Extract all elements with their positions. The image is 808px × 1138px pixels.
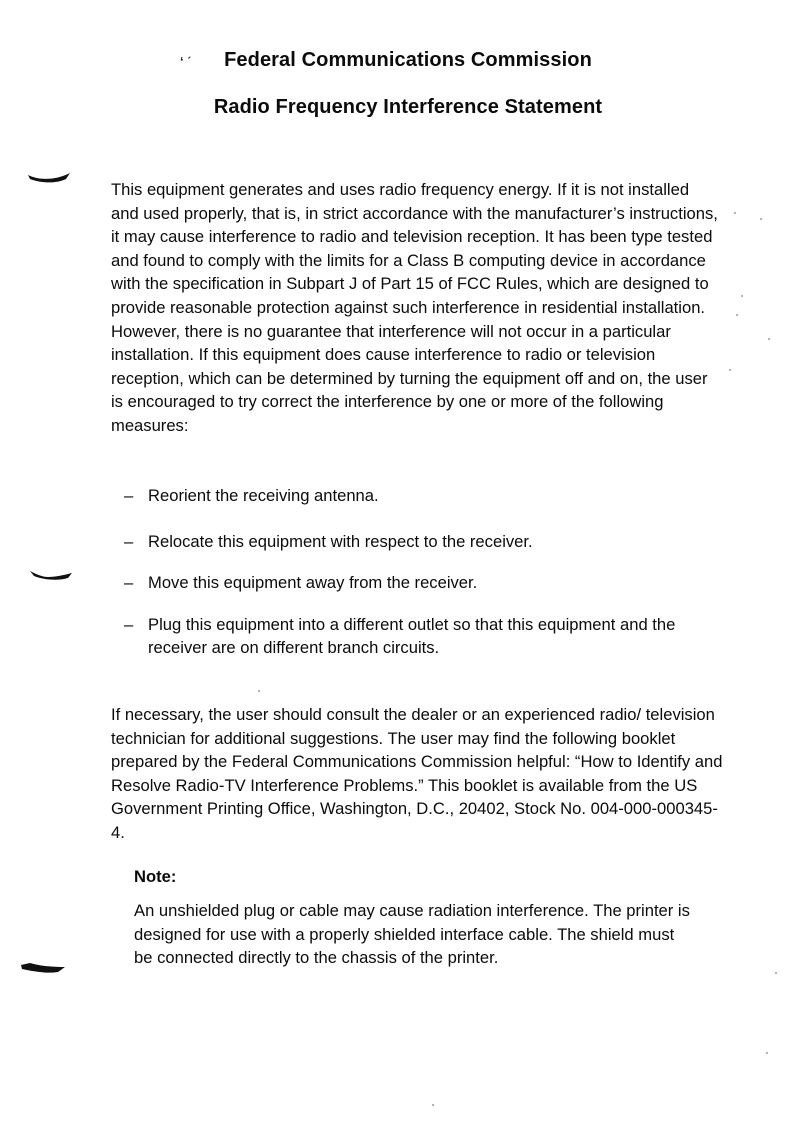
scan-speck <box>734 212 736 214</box>
intro-paragraph: This equipment generates and uses radio frequency energy. If it is not installed and used properly, that is, in strict accordance with the manufacturer’s instructions, it may cause interference to radio and television reception. It has been type tested and found to comply with the limits for a Class B computing device in accordance with the specification in Subpart J of Part 15 of FCC Rules, which are designed to provide reasonable protection against such interference in residential installation. However, there is no guarantee that interference will not occur in a particular installation. If this equipment does cause interference to radio or television reception, which can be determined by turning the equipment off and on, the user is encouraged to try correct the interference by one or more of the following measures: <box>111 180 718 435</box>
page-title: Federal Communications Commission <box>224 49 592 71</box>
binder-hole-mark-icon <box>28 568 74 582</box>
page-subtitle: Radio Frequency Interference Statement <box>213 96 603 118</box>
dash-bullet: – <box>124 486 134 505</box>
binder-hole-mark-icon <box>26 170 72 184</box>
note-body: An unshielded plug or cable may cause radiation interference. The printer is designed for use with a properly shielded interface cable. The shield must be connected directly to the chassis of the printer. <box>134 901 690 968</box>
dash-bullet: – <box>124 531 134 551</box>
note-heading: Note: <box>134 867 177 886</box>
scan-speck <box>736 314 738 316</box>
measure-text: Plug this equipment into a different outlet so that this equipment and the receiver are on different branch circuits. <box>148 614 676 658</box>
list-item <box>124 484 724 508</box>
scan-speck <box>741 295 743 297</box>
scan-speck <box>768 338 770 340</box>
binder-hole-mark-icon <box>20 961 66 975</box>
measure-text: Move this equipment away from the receiver. <box>148 573 478 593</box>
scan-speck <box>258 690 260 692</box>
dash-bullet: – <box>124 573 134 593</box>
measure-text: Reorient the receiving antenna. <box>148 486 379 505</box>
list-item <box>124 571 724 595</box>
list-item <box>124 530 724 554</box>
dash-bullet: – <box>124 614 134 634</box>
measure-text: Relocate this equipment with respect to the receiver. <box>148 531 533 551</box>
scan-speck <box>766 1052 768 1054</box>
scan-artifact: ‘ ˊ <box>180 54 192 69</box>
scan-speck <box>760 218 762 220</box>
measures-list <box>124 484 724 660</box>
advice-paragraph: If necessary, the user should consult the dealer or an experienced radio/ television technician for additional suggestions. The user may find the following booklet prepared by the Federal Communications Commission helpful: “How to Identify and Resolve Radio-TV Interference Problems.” This booklet is available from the US Government Printing Office, Washington, D.C., 20402, Stock No. 004-000-000345-4. <box>111 705 723 842</box>
scan-speck <box>432 1104 434 1106</box>
scan-speck <box>729 369 731 371</box>
list-item <box>124 613 724 660</box>
scan-speck <box>775 972 777 974</box>
